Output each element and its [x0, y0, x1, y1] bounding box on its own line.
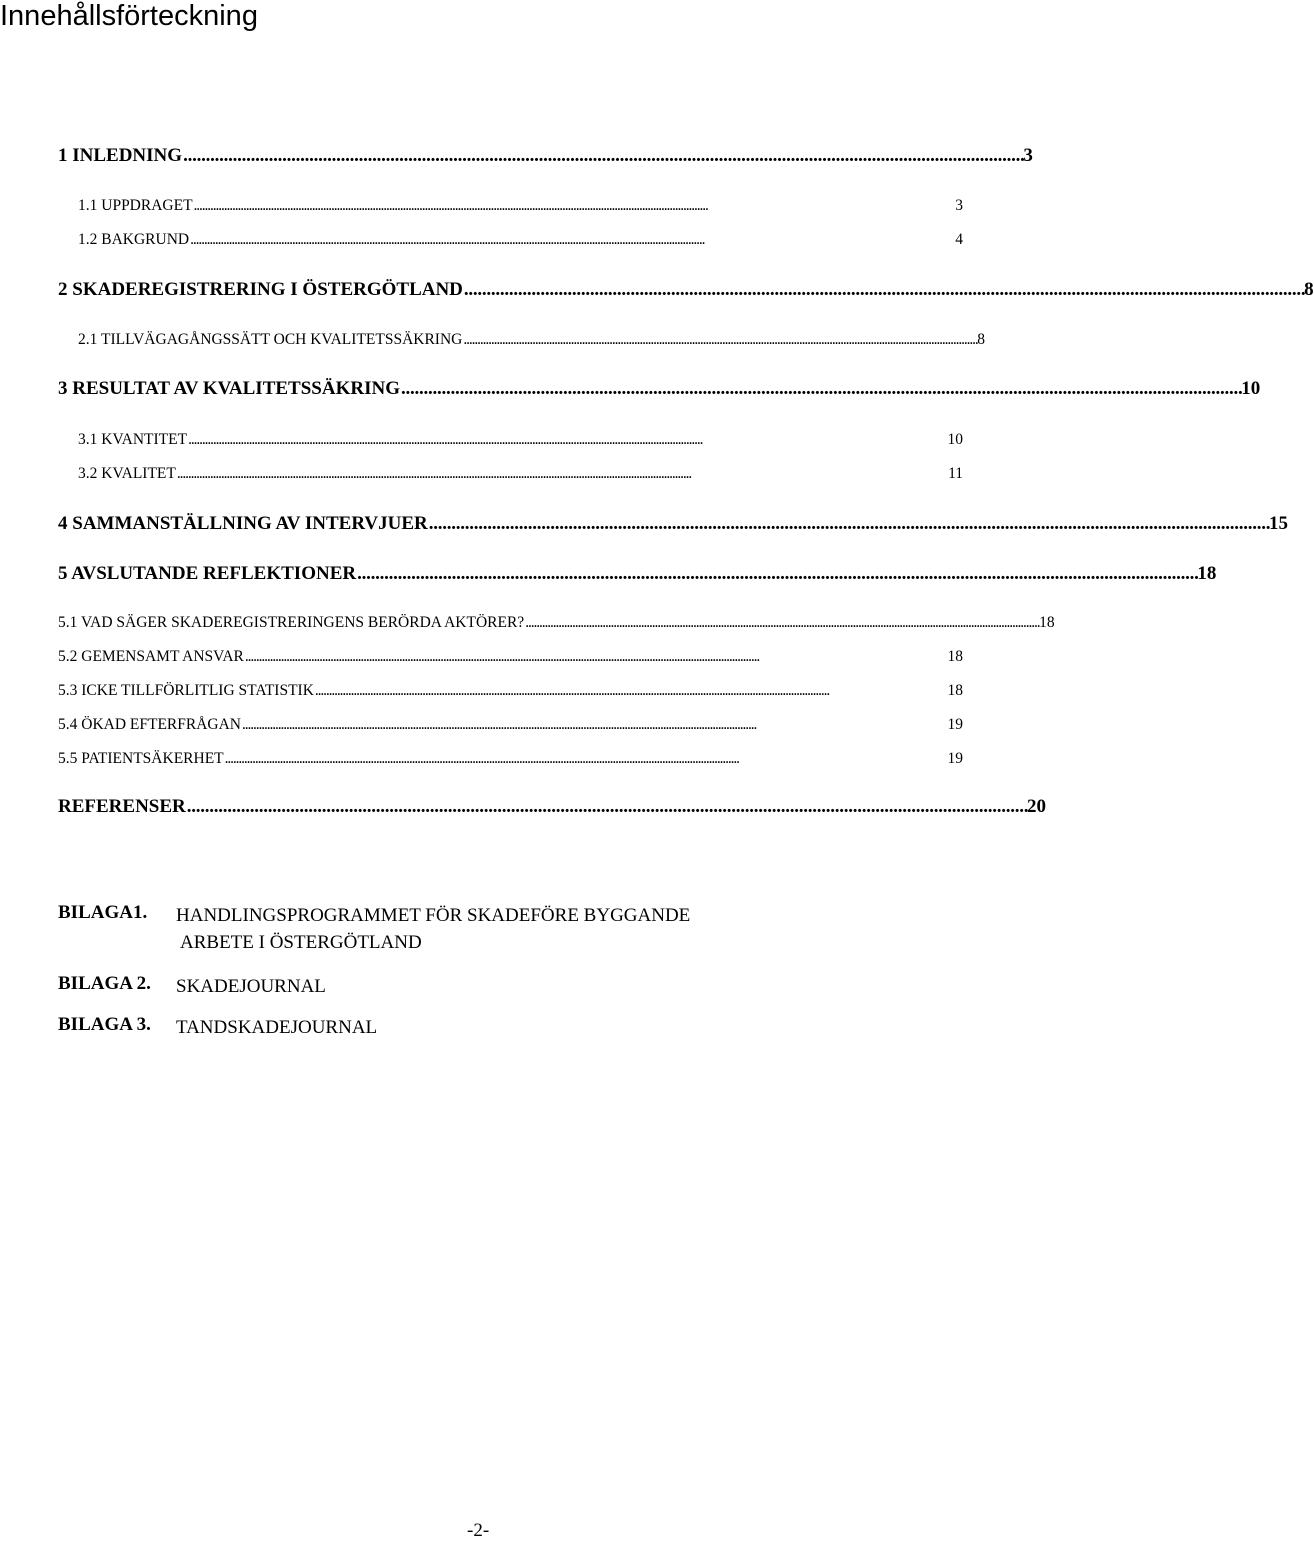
toc-entry[interactable] [58, 513, 1288, 535]
toc-entry[interactable] [78, 331, 985, 349]
toc-entry[interactable] [58, 563, 1217, 585]
toc-entry-title: 2.1 TILLVÄGAGÅNGSSÄTT OCH KVALITETSSÄKRING [78, 331, 463, 348]
toc-entry[interactable] [78, 197, 963, 215]
toc-entry-title: 2 SKADEREGISTRERING I ÖSTERGÖTLAND [58, 279, 463, 300]
toc-entry-page: 3 [1023, 145, 1033, 166]
toc-entry-page: 18 [947, 648, 963, 665]
toc-entry-title: 3.2 KVALITET [78, 465, 176, 482]
toc-entry[interactable] [58, 648, 963, 666]
toc-entry[interactable] [58, 614, 1055, 632]
toc-leader-dots [177, 465, 947, 483]
toc-entry-title: 4 SAMMANSTÄLLNING AV INTERVJUER [58, 513, 428, 534]
toc-entry-title: 5.2 GEMENSAMT ANSVAR [58, 648, 244, 665]
toc-entry[interactable] [58, 279, 1314, 301]
toc-leader-dots [315, 682, 947, 700]
toc-leader-dots [464, 279, 1303, 301]
page-title: Innehållsförteckning [0, 0, 258, 32]
appendix-title-line: TANDSKADEJOURNAL [176, 1017, 378, 1038]
toc-entry-page: 3 [955, 197, 963, 214]
toc-entry[interactable] [58, 796, 1046, 818]
toc-leader-dots [188, 431, 946, 449]
toc-entry[interactable] [58, 378, 1261, 400]
table-of-contents [58, 0, 1314, 900]
appendix-title-line: ARBETE I ÖSTERGÖTLAND [180, 932, 422, 953]
toc-entry-title: 5.1 VAD SÄGER SKADEREGISTRERINGENS BERÖRDA AKTÖRER? [58, 614, 525, 631]
appendix-label: BILAGA1. [58, 902, 148, 923]
toc-entry-page: 15 [1268, 513, 1288, 534]
toc-entry-page: 10 [1241, 378, 1261, 399]
toc-entry-page: 8 [977, 331, 985, 348]
toc-leader-dots [194, 197, 955, 215]
toc-leader-dots [190, 231, 954, 249]
toc-entry-title: 1 INLEDNING [58, 145, 183, 166]
page-number: -2- [467, 1520, 490, 1541]
toc-entry-page: 11 [948, 465, 963, 482]
toc-entry[interactable] [58, 682, 963, 700]
toc-entry-title: 5.3 ICKE TILLFÖRLITLIG STATISTIK [58, 682, 314, 699]
toc-entry[interactable] [58, 716, 963, 734]
toc-entry-page: 18 [1039, 614, 1055, 631]
toc-leader-dots [225, 750, 947, 768]
toc-leader-dots [357, 563, 1196, 585]
toc-entry-title: REFERENSER [58, 796, 186, 817]
appendix-title [176, 1014, 377, 1041]
appendix-title-line: SKADEJOURNAL [176, 976, 326, 997]
toc-leader-dots [525, 614, 1038, 632]
toc-entry-page: 8 [1304, 279, 1314, 300]
toc-entry[interactable] [78, 465, 963, 483]
toc-entry-title: 5.4 ÖKAD EFTERFRÅGAN [58, 716, 241, 733]
appendix-label: BILAGA 2. [58, 973, 151, 994]
appendix-title [176, 973, 326, 1000]
toc-entry[interactable] [58, 750, 963, 768]
toc-entry-page: 19 [947, 716, 963, 733]
toc-entry[interactable] [78, 231, 963, 249]
toc-leader-dots [183, 145, 1022, 167]
toc-entry-title: 3 RESULTAT AV KVALITETSSÄKRING [58, 378, 400, 399]
toc-entry[interactable] [58, 145, 1033, 167]
toc-leader-dots [187, 796, 1026, 818]
toc-entry-page: 20 [1027, 796, 1046, 817]
appendix-title-line: HANDLINGSPROGRAMMET FÖR SKADEFÖRE BYGGANDE [176, 905, 691, 926]
toc-leader-dots [401, 378, 1240, 400]
toc-entry-page: 10 [947, 431, 963, 448]
toc-entry[interactable] [78, 431, 963, 449]
toc-entry-page: 4 [955, 231, 963, 248]
appendix-label: BILAGA 3. [58, 1014, 151, 1035]
toc-leader-dots [463, 331, 976, 349]
toc-entry-page: 18 [1197, 563, 1217, 584]
toc-leader-dots [429, 513, 1268, 535]
toc-entry-title: 5 AVSLUTANDE REFLEKTIONER [58, 563, 357, 584]
toc-leader-dots [245, 648, 947, 666]
toc-entry-title: 3.1 KVANTITET [78, 431, 188, 448]
toc-leader-dots [242, 716, 947, 734]
toc-entry-title: 1.2 BAKGRUND [78, 231, 190, 248]
toc-entry-title: 1.1 UPPDRAGET [78, 197, 193, 214]
appendix-title [176, 902, 690, 956]
toc-entry-page: 18 [947, 682, 963, 699]
toc-entry-title: 5.5 PATIENTSÄKERHET [58, 750, 224, 767]
toc-entry-page: 19 [947, 750, 963, 767]
